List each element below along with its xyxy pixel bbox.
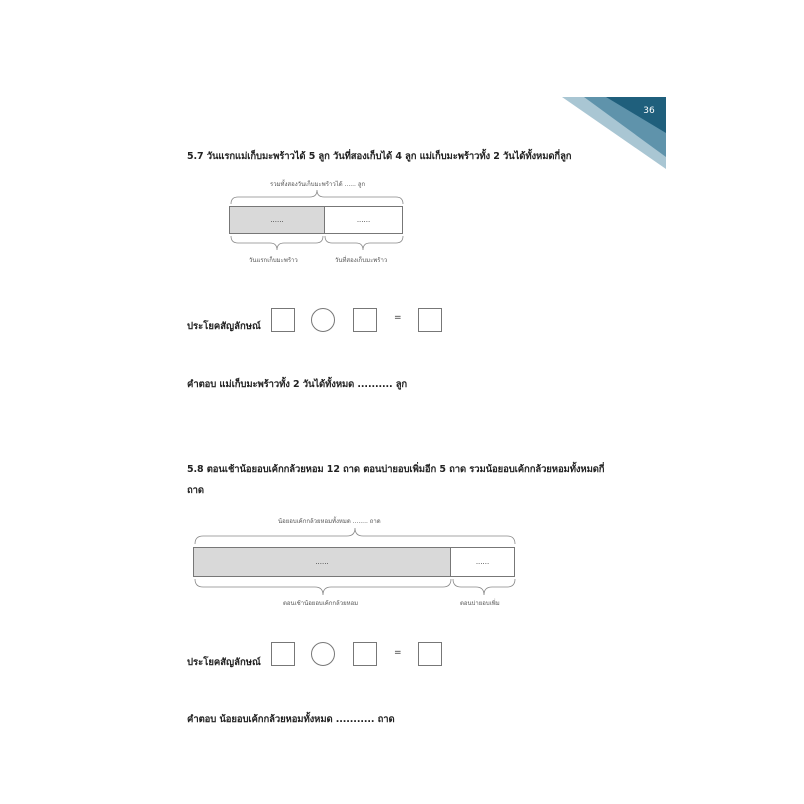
- top-brace-5-8: [194, 526, 516, 546]
- top-brace-5-7: [230, 188, 404, 206]
- bar-afternoon-5-8: ......: [450, 547, 515, 577]
- bottom-braces-5-8: [194, 577, 516, 597]
- answer-box-3-5-7[interactable]: [418, 308, 442, 332]
- answer-box-2-5-8[interactable]: [353, 642, 377, 666]
- label-day1-5-7: วันแรกเก็บมะพร้าว: [249, 257, 298, 264]
- label-day2-5-7: วันที่สองเก็บมะพร้าว: [335, 257, 388, 264]
- sentence-label-5-8: ประโยคสัญลักษณ์: [187, 657, 261, 668]
- bar-morning-5-8: ......: [193, 547, 451, 577]
- bottom-braces-5-7: [230, 234, 404, 252]
- answer-box-1-5-7[interactable]: [271, 308, 295, 332]
- question-5-8-line2: ถาด: [187, 485, 204, 496]
- total-label-5-8: น้อยอบเค้กกล้วยหอมทั้งหมด ........ ถาด: [278, 518, 381, 525]
- equals-sign-5-8: =: [394, 648, 402, 658]
- page-number: 36: [643, 106, 655, 116]
- question-5-7: 5.7 วันแรกแม่เก็บมะพร้าวได้ 5 ลูก วันที่สองเก็บได้ 4 ลูก แม่เก็บมะพร้าวทั้ง 2 วันได้ทั้งหมดกี่ลูก: [187, 151, 572, 162]
- sentence-label-5-7: ประโยคสัญลักษณ์: [187, 321, 261, 332]
- total-label-5-7: รวมทั้งสองวันเก็บมะพร้าวได้ ...... ลูก: [270, 181, 366, 188]
- operator-circle-5-8[interactable]: [311, 642, 335, 666]
- bar-day2-5-7: ......: [324, 206, 403, 234]
- answer-box-3-5-8[interactable]: [418, 642, 442, 666]
- answer-5-7: คำตอบ แม่เก็บมะพร้าวทั้ง 2 วันได้ทั้งหมด .......... ลูก: [187, 379, 408, 390]
- question-5-8: 5.8 ตอนเช้าน้อยอบเค้กกล้วยหอม 12 ถาด ตอนบ่ายอบเพิ่มอีก 5 ถาด รวมน้อยอบเค้กกล้วยหอมทั้งหมดกี่: [187, 464, 605, 475]
- label-morning-5-8: ตอนเช้าน้อยอบเค้กกล้วยหอม: [283, 600, 359, 607]
- operator-circle-5-7[interactable]: [311, 308, 335, 332]
- equals-sign-5-7: =: [394, 313, 402, 323]
- answer-5-8: คำตอบ น้อยอบเค้กกล้วยหอมทั้งหมด ........... ถาด: [187, 714, 395, 725]
- bar-day1-5-7: ......: [229, 206, 325, 234]
- answer-box-1-5-8[interactable]: [271, 642, 295, 666]
- answer-box-2-5-7[interactable]: [353, 308, 377, 332]
- label-afternoon-5-8: ตอนบ่ายอบเพิ่ม: [460, 600, 500, 607]
